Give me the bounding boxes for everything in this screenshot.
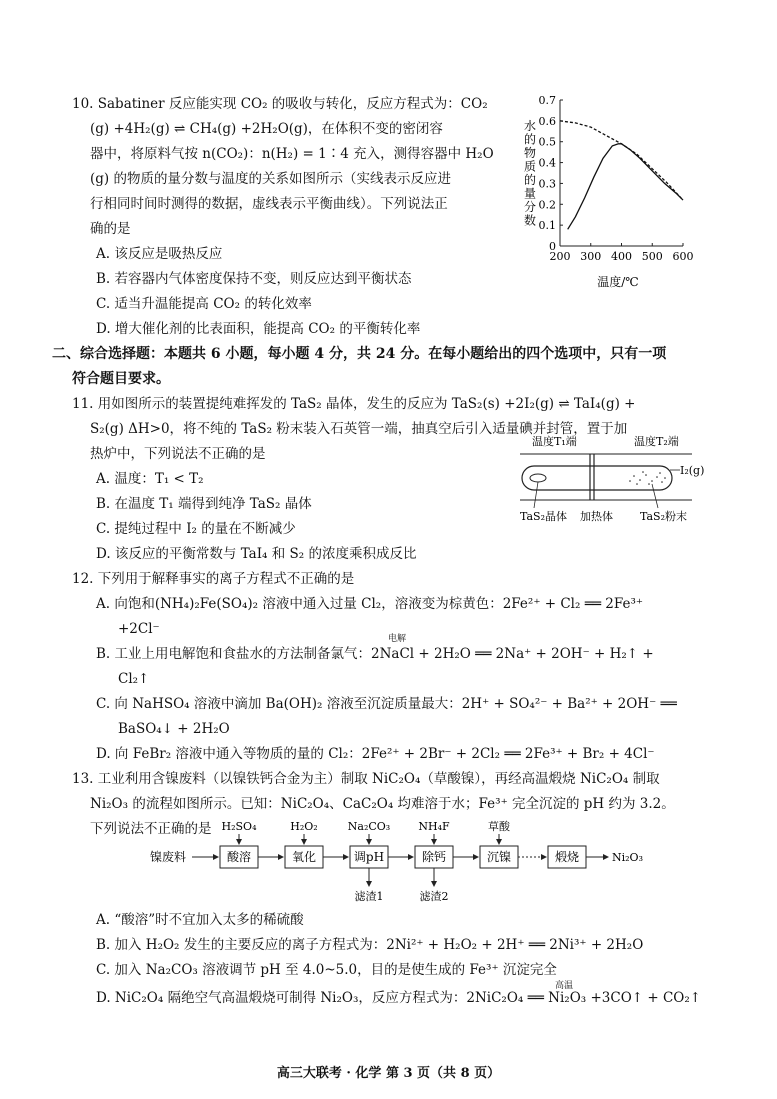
q13-option-b: B. 加入 H₂O₂ 发生的主要反应的离子方程式为：2Ni²⁺ + H₂O₂ + 2H⁺ ══ 2Ni³⁺ + 2H₂O bbox=[96, 937, 644, 953]
y-label-char: 物 bbox=[523, 146, 537, 160]
q10-line-2: (g) +4H₂(g) ⇌ CH₄(g) +2H₂O(g)，在体积不变的密闭容 bbox=[90, 121, 443, 137]
y-label-char: 质 bbox=[523, 159, 537, 174]
q10-line-3: 器中，将原料气按 n(CO₂)：n(H₂) = 1∶4 充入，测得容器中 H₂O bbox=[90, 146, 494, 162]
t1-end-label: 温度T₁端 bbox=[532, 435, 577, 448]
y-tick-label: 0.3 bbox=[538, 177, 556, 191]
y-tick-label: 0.5 bbox=[538, 135, 556, 149]
y-label-char: 量 bbox=[523, 186, 537, 201]
chart-y-axis-label bbox=[524, 118, 536, 228]
flow-residue-label: 滤渣2 bbox=[419, 890, 449, 903]
q13-line-2: Ni₂O₃ 的流程如图所示。已知：NiC₂O₄、CaC₂O₄ 均难溶于水；Fe³⁺ 完全沉淀的 pH 约为 3.2。 bbox=[90, 796, 675, 812]
y-tick-label: 0.6 bbox=[538, 114, 556, 128]
flow-step-label: 沉镍 bbox=[486, 850, 512, 864]
flow-step-label: 除钙 bbox=[421, 850, 447, 864]
flow-step-label: 煅烧 bbox=[554, 850, 580, 864]
page-footer: 高三大联考 · 化学 第 3 页（共 8 页） bbox=[276, 1066, 501, 1081]
q12-option-c-cont: BaSO₄↓ + 2H₂O bbox=[118, 721, 230, 737]
q12-option-a: A. 向饱和(NH₄)₂Fe(SO₄)₂ 溶液中通入过量 Cl₂，溶液变为棕黄色：2Fe²⁺ + Cl₂ ══ 2Fe³⁺ bbox=[96, 596, 643, 612]
y-tick-label: 0.2 bbox=[538, 198, 556, 212]
y-label-char: 分 bbox=[523, 200, 537, 214]
powder-icon bbox=[629, 471, 666, 485]
high-temp-condition: 高温 bbox=[555, 981, 574, 991]
chart-x-axis-label: 温度/℃ bbox=[597, 275, 639, 289]
flow-reagent-label: 草酸 bbox=[488, 820, 510, 833]
q10-line-4: (g) 的物质的量分数与温度的关系如图所示（实线表示反应进 bbox=[90, 171, 451, 187]
heater-label: 加热体 bbox=[580, 510, 613, 523]
y-tick-label: 0 bbox=[549, 240, 556, 253]
section2-heading-cont: 符合题目要求。 bbox=[72, 371, 170, 387]
q12-option-d: D. 向 FeBr₂ 溶液中通入等物质的量的 Cl₂：2Fe²⁺ + 2Br⁻ + 2Cl₂ ══ 2Fe³⁺ + Br₂ + 4Cl⁻ bbox=[96, 746, 655, 762]
q12-stem: 12. 下列用于解释事实的离子方程式不正确的是 bbox=[72, 571, 355, 587]
flow-step-label: 酸溶 bbox=[226, 850, 252, 864]
q13-option-a: A. “酸溶”时不宜加入太多的稀硫酸 bbox=[96, 912, 304, 928]
x-tick-label: 400 bbox=[611, 250, 632, 263]
flow-input-label: 镍废料 bbox=[150, 850, 187, 864]
electrolysis-condition: 电解 bbox=[388, 634, 407, 644]
q12-option-b: B. 工业上用电解饱和食盐水的方法制备氯气：2NaCl + 2H₂O ══ 2Na⁺ + 2OH⁻ + H₂↑ + bbox=[96, 646, 654, 662]
q13-option-d: D. NiC₂O₄ 隔绝空气高温煅烧可制得 Ni₂O₃，反应方程式为：2NiC₂O₄ ══ Ni₂O₃ +3CO↑ + CO₂↑ bbox=[96, 990, 702, 1006]
q11-line-2: S₂(g) ΔH>0，将不纯的 TaS₂ 粉末装入石英管一端，抽真空后引入适量碘并封管，置于加 bbox=[90, 421, 628, 437]
flow-reagent-label: H₂SO₄ bbox=[221, 820, 257, 833]
section2-heading: 二、综合选择题：本题共 6 小题，每小题 4 分，共 24 分。在每小题给出的四个选项中，只有一项 bbox=[52, 346, 667, 362]
q10-line-6: 确的是 bbox=[90, 221, 131, 237]
q10-option-a: A. 该反应是吸热反应 bbox=[96, 246, 223, 262]
x-tick-label: 300 bbox=[580, 250, 602, 263]
y-tick-label: 0.1 bbox=[538, 219, 556, 233]
q11-option-a: A. 温度：T₁ < T₂ bbox=[96, 471, 204, 487]
flow-step-label: 氧化 bbox=[291, 850, 317, 864]
q11-option-c: C. 提纯过程中 I₂ 的量在不断减少 bbox=[96, 521, 296, 537]
quartz-tube bbox=[522, 466, 672, 490]
q10-option-d: D. 增大催化剂的比表面积，能提高 CO₂ 的平衡转化率 bbox=[96, 321, 421, 337]
crystal-label: TaS₂晶体 bbox=[520, 510, 567, 523]
x-tick-label: 500 bbox=[641, 250, 663, 263]
y-tick-label: 0.4 bbox=[538, 156, 556, 170]
y-label-char: 的 bbox=[523, 132, 537, 147]
crystal-icon bbox=[530, 474, 546, 482]
flow-step-label: 调pH bbox=[353, 850, 385, 864]
q11-option-b: B. 在温度 T₁ 端得到纯净 TaS₂ 晶体 bbox=[96, 496, 312, 512]
flow-residue-label: 滤渣1 bbox=[354, 890, 384, 903]
flow-reagent-label: H₂O₂ bbox=[290, 820, 318, 833]
x-tick-label: 600 bbox=[672, 250, 694, 263]
y-tick-label: 0.7 bbox=[538, 94, 556, 107]
q12-option-b-cont: Cl₂↑ bbox=[118, 671, 150, 687]
y-label-char: 水 bbox=[523, 119, 537, 133]
measured-curve bbox=[568, 144, 683, 230]
process-flowchart bbox=[150, 818, 670, 910]
q13-option-c: C. 加入 Na₂CO₃ 溶液调节 pH 至 4.0~5.0，目的是使生成的 Fe³⁺ 沉淀完全 bbox=[96, 962, 557, 978]
t2-end-label: 温度T₂端 bbox=[634, 435, 679, 448]
iodine-gas-label: I₂(g) bbox=[680, 464, 705, 477]
q10-option-c: C. 适当升温能提高 CO₂ 的转化效率 bbox=[96, 296, 312, 312]
y-label-char: 数 bbox=[523, 213, 537, 228]
flow-reagent-label: Na₂CO₃ bbox=[347, 820, 391, 833]
flow-output-label: Ni₂O₃ bbox=[612, 851, 643, 864]
powder-label: TaS₂粉末 bbox=[640, 510, 687, 523]
equilibrium-curve bbox=[560, 121, 683, 200]
q12-option-c: C. 向 NaHSO₄ 溶液中滴加 Ba(OH)₂ 溶液至沉淀质量最大：2H⁺ + SO₄²⁻ + Ba²⁺ + 2OH⁻ ══ bbox=[96, 696, 677, 712]
water-fraction-chart bbox=[518, 90, 698, 290]
y-label-char: 的 bbox=[523, 173, 537, 187]
flow-reagent-label: NH₄F bbox=[418, 820, 450, 833]
x-tick-label: 200 bbox=[549, 250, 571, 263]
q13-line-3: 下列说法不正确的是 bbox=[90, 821, 212, 837]
q10-line-5: 行相同时间时测得的数据，虚线表示平衡曲线）。下列说法正 bbox=[90, 196, 448, 212]
q11-line-3: 热炉中，下列说法不正确的是 bbox=[90, 446, 266, 462]
q12-option-a-cont: +2Cl⁻ bbox=[118, 621, 160, 637]
q13-line-1: 13. 工业利用含镍废料（以镍铁钙合金为主）制取 NiC₂O₄（草酸镍），再经高温煅烧 NiC₂O₄ 制取 bbox=[72, 771, 660, 787]
quartz-tube-diagram bbox=[502, 432, 724, 532]
q10-option-b: B. 若容器内气体密度保持不变，则反应达到平衡状态 bbox=[96, 271, 412, 287]
q11-option-d: D. 该反应的平衡常数与 TaI₄ 和 S₂ 的浓度乘积成反比 bbox=[96, 546, 417, 562]
q11-line-1: 11. 用如图所示的装置提纯难挥发的 TaS₂ 晶体，发生的反应为 TaS₂(s) +2I₂(g) ⇌ TaI₄(g) + bbox=[72, 396, 636, 412]
q10-line-1: 10. Sabatiner 反应能实现 CO₂ 的吸收与转化，反应方程式为：CO₂ bbox=[72, 96, 488, 112]
